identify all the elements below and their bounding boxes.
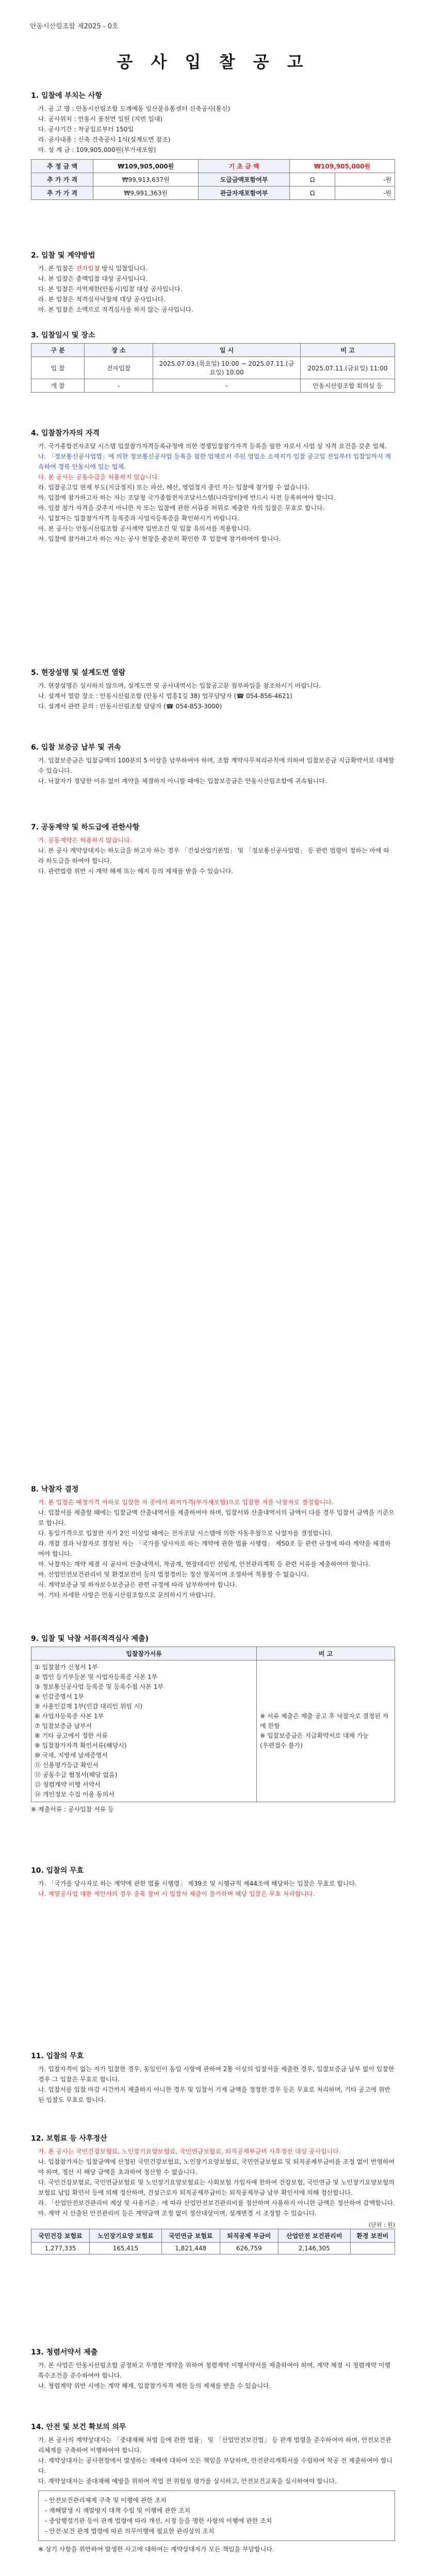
text-line: 나. 입찰서를 입찰 마감 시간까지 제출하지 아니한 경우 및 입찰서 기재 금액을 정정한 경우 등은 무효로 처리하며, 기타 공고에 위반된 입찰도 무효로 합니다. [38,2086,390,2104]
section-invalid-bid [31,1865,395,1899]
table-cell: 추 가 가 격 [31,187,93,200]
table-header: 환경 보전비 [350,2229,395,2243]
section-heading: 11. 입찰의 무효 [31,2052,84,2060]
page-title: 공 사 입 찰 공 고 [117,52,309,72]
text-line: 마. 설 계 금 : 109,905,000원(부가세포함) [38,146,156,154]
section-bid-items [31,90,395,200]
text-line: 나. 계약상대자는 공사현장에서 발생하는 재해에 대하여 모든 책임을 부담하며, 안전관리계획서를 수립하여 착공 전 제출하여야 합니다. [38,2457,393,2475]
table-cell: ₩9,991,363원 [93,187,199,200]
documents-notes [257,1660,395,1802]
list-item: ④ 인감증명서 1부 [35,1693,84,1700]
text-line: 라. 「산업안전보건관리비 계상 및 사용기준」에 따라 산업안전보건관리비를 정산하며 사용하지 아니한 금액은 정산하여 감액합니다. [38,2199,395,2207]
text-line: 가. 입찰자격이 없는 자가 입찰한 경우, 동일인이 동일 사항에 관하여 2통 이상의 입찰서를 제출한 경우, 입찰보증금 납부 없이 입찰한 경우 그 입찰은 무효로 합니다. [38,2065,395,2083]
text-line: 가. 본 공사의 계약상대자는 「중대재해 처벌 등에 관한 법률」 및 「산업안전보건법」 등 관계 법령을 준수하여야 하며, 안전보건관리체계를 구축하여 이행하여야 합니다. [38,2436,391,2454]
section-heading: 5. 현장설명 및 설계도면 열람 [31,669,126,677]
table-cell: - [153,379,301,393]
section-award-decision [31,1484,395,1600]
section-heading: 6. 입찰 보증금 납부 및 귀속 [31,743,121,752]
text-line: 마. 본 입찰은 소액으로 적격심사를 하지 않는 공사입니다. [38,306,193,313]
table-cell: 개 찰 [31,379,85,393]
section-heading: 2. 입찰 및 계약방법 [31,251,95,260]
text-line: 다. 본 공사는 공동수급을 허용하지 않습니다. [38,473,160,481]
list-item: ⑨ 입찰참가자격 확인서류(해당시) [35,1742,127,1749]
footnote: ※ 제출서류 : 공사입찰 서류 등 [31,1806,114,1813]
table-cell: 안동시산림조합 회의실 등 [301,379,395,393]
text-line: 나. 청렴계약 위반 시에는 계약 해제, 입찰참가자격 제한 등의 제재를 받을 수 있습니다. [38,2382,271,2389]
text-line: 다. 공사기간 : 착공일로부터 150일 [38,126,134,133]
table-cell: 626,759 [220,2243,278,2255]
text-line: 자. 입찰에 참가하고자 하는 자는 공사 현장을 충분히 확인한 후 입찰에 참가하여야 합니다. [38,535,281,543]
table-header: 장 소 [85,344,153,357]
text-line: 다. 국민건강보험료, 국민연금보험료 및 노인장기요양보험료는 사회보험 가입자에 한하여 건강보험, 국민연금 및 노인장기요양보험의 보험료 납입 확인서 등에 의해 정산하며, 건설근로자 퇴직공제부금비는 퇴직공제부금 납부 확인서에 의해 정산합니다. [38,2179,395,2196]
section-heading: 12. 보험료 등 사후정산 [31,2134,107,2143]
text-line: 나. 입찰참가자는 입찰금액에 산정된 국민건강보험료, 노인장기요양보험료, 국민연금보험료 및 퇴직공제부금비를 조정 없이 반영하여야 하며, 정산 시 해당 금액을 초과하여 정산할 수 없습니다. [38,2158,395,2176]
list-item: ① 입찰참가 신청서 1부 [35,1664,98,1671]
list-item: ⑩ 국세, 지방세 납세증명서 [35,1752,108,1759]
table-cell: 기 초 금 액 [199,160,290,173]
text-line: 나. 입찰서를 제출할 때에는 입찰금액 산출내역서를 제출하여야 하며, 입찰서와 산출내역서의 금액이 다를 경우 입찰서 금액을 기준으로 합니다. [38,1509,395,1527]
text-line: 마. 계약 시 산출된 안전관리비 등은 계약금액 조정 없이 정산대상이며, 설계변경 시 조정할 수 있습니다. [38,2210,317,2217]
table-cell: 1,277,335 [31,2243,90,2255]
box-line: - 중앙행정기관 등이 관계 법령에 따라 개선, 시정 등을 명한 사항의 이행에 관한 조치 [45,2517,272,2524]
list-item: ⑭ 개인정보 수집 이용 동의서 [35,1791,114,1798]
section-heading: 3. 입찰일시 및 장소 [31,331,95,340]
section-bid-bond [31,742,395,786]
table-header: 국민연금 보험료 [161,2229,220,2243]
text-line: 가. 공 고 명 : 안동시산림조합 도계예동 임산물유통센터 신축공사(통신) [38,105,231,112]
table-cell: Ω [289,187,335,200]
text-line: 가. 본 공사는 국민건강보험료, 노인장기요양보험료, 국민연금보험료, 퇴직공제부금비 사후정산 대상 공사입니다. [38,2148,341,2155]
table-cell: ₩109,905,000원 [93,160,199,173]
list-item: ⑬ 청렴계약 이행 서약서 [35,1781,101,1788]
list-item: ⑦ 입찰보증금 납부서 [35,1722,92,1730]
price-table [31,159,395,200]
text-line: 라. 공사내용 : 신축 건축공사 1식(설계도면 참조) [38,136,171,143]
section-heading: 13. 청렴서약서 제출 [31,2348,98,2357]
section-contract-method [31,250,395,315]
table-cell: 추 정 금 액 [31,160,93,173]
section-safety [31,2421,395,2554]
text-line: 마. 입찰에 참가하고자 하는 자는 조달청 국가종합전자조달시스템(나라장터)에 반드시 사전 등록하여야 합니다. [38,494,336,501]
table-header: 퇴직공제 부금비 [220,2229,278,2243]
text-line: 라. 입찰공고일 현재 부도(지급정지) 또는 파산, 해산, 영업정지 중인 자는 입찰에 참가할 수 없습니다. [38,484,310,491]
table-header: 입찰참가서류 [31,1647,257,1660]
table-cell: 1,821,448 [161,2243,220,2255]
list-item: ⑤ 사용인감계 1부(인감 대리인 위임 시) [35,1703,143,1710]
section-heading: 10. 입찰의 무효 [31,1867,84,1875]
text-line: 나. 「정보통신공사업법」에 의한 정보통신공사업 등록을 필한 업체로서 주된 영업소 소재지가 입찰 공고일 전일부터 입찰일까지 계속하여 경북 안동시에 있는 업체. [38,453,391,470]
table-cell: 2025.07.03.(목요일) 10:00 ~ 2025.07.11.(금요일) 10:00 [153,357,301,379]
section-eligibility [31,428,395,544]
text-line: 나. 본 공사 계약상대자는 하도급을 하고자 하는 경우 「건설산업기본법」 및 「정보통신공사업법」 등 관련 법령이 정하는 바에 따라 하도급을 하여야 합니다. [38,847,389,865]
text-line: 나. 계열공사업 대한 제안서의 경우 중복 참여 시 입찰서 제출이 불가하며 해당 입찰은 무효 처리합니다. [38,1890,315,1897]
section-documents [31,1633,395,1815]
text-line: 나. 공사위치 : 안동시 풍천면 일원 (지번 일대) [38,115,162,123]
table-cell: Ω [289,173,335,187]
section-bid-schedule [31,330,395,393]
text-line: 사. 입찰자는 입찰참가자격 등록증과 사업자등록증을 확인하시기 바랍니다. [38,515,239,522]
text-line: 바. 산업안전보건관리비 및 환경보전비 등의 법정경비는 정산 항목이며 조정하여 적용할 수 없습니다. [38,1571,309,1578]
section-invalid-bid-2 [31,2050,395,2105]
text-line: 다. 본 입찰은 지역제한(안동시)입찰 대상 공사입니다. [38,285,183,293]
note-item: ※ 서류 제출은 제출 공고 후 낙찰자로 결정된 자에 한함 [260,1713,389,1730]
table-cell: 165,415 [90,2243,162,2255]
box-line: - 안전·보건 관계 법령에 따른 의무이행에 필요한 관리상의 조치 [45,2528,215,2535]
section-joint-contract [31,822,395,876]
text-line: 가. 본 입찰은 예정가격 이하로 입찰한 자 중에서 최저가격(부가세포함)으로 입찰한 자를 낙찰자로 결정합니다. [38,1499,334,1506]
list-item: ⑧ 기타 공고에서 정한 서류 [35,1732,108,1739]
table-cell: 2025.07.11.(금요일) 11:00 [301,357,395,379]
section-heading: 4. 입찰참가자의 자격 [31,429,100,437]
documents-table [31,1647,395,1802]
text-line: 마. 낙찰자는 계약 체결 시 공사비 산출내역서, 착공계, 현장대리인 선임계, 안전관리계획 등 관련 서류를 제출하여야 합니다. [38,1561,371,1568]
text-line: 아. 기타 자세한 사항은 안동시산림조합으로 문의하시기 바랍니다. [38,1591,216,1599]
text-line: 다. 관련법령 위반 시 계약 해제 또는 해지 등의 제재를 받을 수 있습니다. [38,868,233,875]
text-line: 라. 개찰 결과 낙찰자로 결정된 자는 「국가를 당사자로 하는 계약에 관한 법률 시행령」 제50조 등 관련 규정에 따라 계약을 체결하여야 합니다. [38,1540,391,1557]
documents-list [31,1660,257,1802]
table-header: 일 시 [153,344,301,357]
table-header: 노인장기요양 보험료 [90,2229,162,2243]
notice-number: 안동시산림조합 제2025 - 0호 [30,23,119,30]
table-cell: 전자입찰 [85,357,153,379]
table-cell [350,2243,395,2255]
highlight-text: 전자입찰 [76,265,100,272]
text-line: 나. 설계서 열람 장소 : 안동시산림조합 (안동시 법흥1길 38) 업무담당자 (☎ 054-856-4621) [38,692,292,700]
list-item: ⑥ 사업자등록증 사본 1부 [35,1713,104,1720]
text-line: 가. 공동계약은 허용하지 않습니다. [38,837,132,844]
box-line: - 안전보건관리체계 구축 및 이행에 관한 조치 [45,2497,167,2504]
table-header: 비 고 [301,344,395,357]
text-line: 바. 입찰 참가 자격을 갖추지 아니한 자 또는 입찰에 관한 서류를 허위로 제출한 자의 입찰은 무효로 합니다. [38,504,325,512]
section-heading: 8. 낙찰자 결정 [31,1485,79,1494]
safety-box [38,2490,395,2541]
text-line: 나. 본 입찰은 총액입찰 대상 공사입니다. [38,275,148,282]
section-integrity-pledge [31,2347,395,2391]
table-cell: -원 [335,187,395,200]
table-cell: 2,146,305 [278,2243,350,2255]
section-insurance-settlement [31,2133,395,2255]
section-heading [31,1633,395,1643]
text-line: 사. 계약보증금 및 하자보수보증금은 관련 규정에 따라 납부하여야 합니다. [38,1581,237,1588]
table-cell: 관급자재포함여부 [199,187,290,200]
text-line: 나. 낙찰자가 정당한 이유 없이 계약을 체결하지 아니할 때에는 입찰보증금은 안동시산림조합에 귀속됩니다. [38,777,327,785]
table-cell: 입 찰 [31,357,85,379]
text-line: 가. 「국가를 당사자로 하는 계약에 관한 법률 시행령」 제39조 및 시행규칙 제44조에 해당하는 입찰은 무효로 합니다. [38,1880,357,1887]
table-header: 구 분 [31,344,85,357]
section-heading: 1. 입찰에 부치는 사항 [31,92,102,100]
text-line: 가. 현장설명은 실시하지 않으며, 설계도면 및 공사내역서는 입찰공고문 첨부파일을 참조하시기 바랍니다. [38,682,321,689]
table-cell: ₩109,905,000원 [289,160,395,173]
table-header: 산업안전 보건관리비 [278,2229,350,2243]
list-item: ⑪ 신용평가등급 확인서 [35,1761,99,1769]
text-line: 라. 본 입찰은 적격심사낙찰제 대상 공사입니다. [38,296,166,303]
table-header: 비 고 [257,1647,395,1660]
text-line: 가. 본 사업은 안동시산림조합 공정하고 투명한 계약을 위하여 청렴계약 이행서약서를 제출하여야 하며, 계약 체결 시 청렴계약 이행 특수조건을 준수하여야 합니다. [38,2362,391,2379]
box-line: - 재해발생 시 재발방지 대책 수립 및 이행에 관한 조치 [45,2507,191,2514]
insurance-table [31,2229,395,2255]
list-item: ③ 정보통신공사업 등록증 및 등록수첩 사본 1부 [35,1683,163,1690]
list-item: ② 법인 등기부등본 및 사업자등록증 사본 1부 [35,1673,158,1681]
table-cell: ₩99,913,637원 [93,173,199,187]
table-cell: 도급금액포함여부 [199,173,290,187]
section-heading: 14. 안전 및 보건 확보의 의무 [31,2423,126,2431]
text-line: 다. 동일가격으로 입찰한 자가 2인 이상일 때에는 전자조달 시스템에 의한 자동추첨으로 낙찰자를 결정합니다. [38,1530,333,1537]
text-line: 가. 본 입찰은 전자입찰 방식 입찰입니다. [38,265,148,272]
text-line: ※ 상기 사항을 위반하여 발생한 사고에 대하여는 계약상대자가 모든 책임을 부담합니다. [38,2546,274,2553]
section-heading: 7. 공동계약 및 하도급에 관한사항 [31,823,140,832]
table-header: 국민건강 보험료 [31,2229,90,2243]
section-site-briefing [31,667,395,711]
text-line: 다. 설계서 관련 문의 : 안동시산림조합 담당자 (☎ 054-853-3000) [38,703,222,710]
unit-label: (단위 : 원) [368,2222,395,2228]
text-line: 다. 계약상대자는 중대재해 예방을 위하여 작업 전 위험성 평가를 실시하고, 안전보건교육을 실시하여야 합니다. [38,2478,337,2485]
note-item: ※ 입찰보증금은 지급확약서로 대체 가능 [260,1732,369,1739]
table-cell: - [85,379,153,393]
note-item: (우편접수 불가) [260,1742,303,1749]
text-line: 가. 국가종합전자조달 시스템 입찰참가자격등록규정에 의한 경쟁입찰참가자격 등록을 필한 자로서 사업 상 자격 요건을 갖춘 업체. [38,443,387,450]
table-cell: -원 [335,173,395,187]
text-line: 가. 입찰보증금은 입찰금액의 100분의 5 이상을 납부하여야 하며, 조합 계약사무처리규칙에 의하여 입찰보증금 지급확약서로 대체할 수 있습니다. [38,757,395,774]
table-cell: 추 가 가 격 [31,173,93,187]
list-item: ⑫ 공동수급 협정서(해당 없음) [35,1771,118,1778]
schedule-table [31,343,395,393]
text-line: 아. 본 공사는 안동시산림조합 공사계약 일반조건 및 입찰 유의서를 적용합니다. [38,525,251,532]
section-heading-text: 9. 입찰 및 낙찰 서류(적격심사 제출) [31,1635,149,1643]
